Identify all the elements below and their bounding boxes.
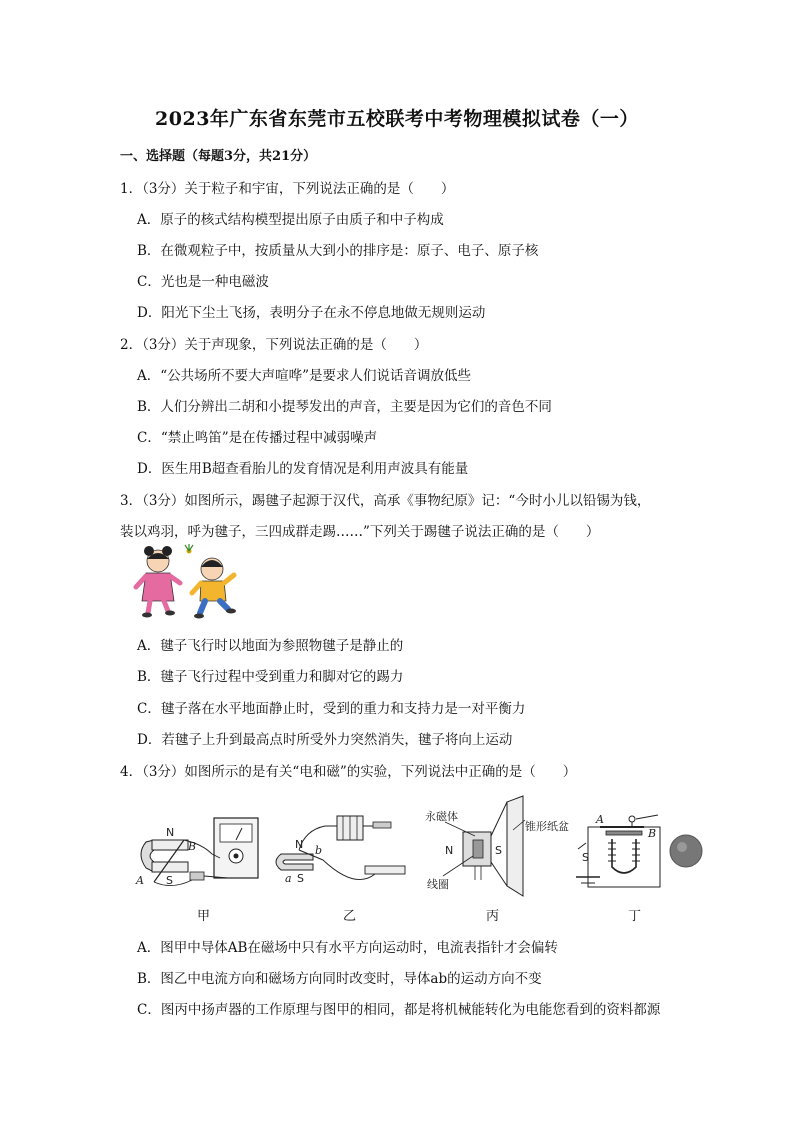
caption-yi: 乙 <box>343 909 357 924</box>
fig-yi-label-s: S <box>297 872 304 885</box>
section-heading: 一、选择题（每题3分，共21分） <box>120 149 317 164</box>
q1-option-c[interactable]: C．光也是一种电磁波 <box>137 274 269 290</box>
q3-option-a[interactable]: A．毽子飞行时以地面为参照物毽子是静止的 <box>137 638 404 654</box>
q2-option-b[interactable]: B．人们分辨出二胡和小提琴发出的声音，主要是因为它们的音色不同 <box>137 399 552 415</box>
q4-stem: 4．（3分）如图所示的是有关“电和磁”的实验，下列说法中正确的是（ ） <box>120 764 577 780</box>
q4-option-b[interactable]: B．图乙中电流方向和磁场方向同时改变时，导体ab的运动方向不变 <box>137 971 542 987</box>
q4-option-a[interactable]: A．图甲中导体AB在磁场中只有水平方向运动时，电流表指针才会偏转 <box>137 940 558 956</box>
fig-jia-label-a: A <box>136 874 144 887</box>
figure-ding-electric-bell <box>572 805 712 902</box>
q2-option-d[interactable]: D．医生用B超查看胎儿的发育情况是利用声波具有能量 <box>137 461 469 477</box>
figure-yi-motor-principle <box>265 810 415 902</box>
figure-bing-loudspeaker <box>425 790 575 902</box>
q1-option-d[interactable]: D．阳光下尘土飞扬，表明分子在永不停息地做无规则运动 <box>137 305 486 321</box>
q4-option-c[interactable]: C．图丙中扬声器的工作原理与图甲的相同，都是将机械能转化为电能您看到的资料都源 <box>137 1002 661 1018</box>
q1-option-a[interactable]: A．原子的核式结构模型提出原子由质子和中子构成 <box>137 212 444 228</box>
fig-bing-label-cone: 锥形纸盆 <box>525 820 569 833</box>
caption-jia: 甲 <box>197 909 211 924</box>
q3-stem-line1: 3．（3分）如图所示，踢毽子起源于汉代，高承《事物纪原》记：“今时小儿以铅锡为钱， <box>120 493 651 509</box>
fig-bing-label-n: N <box>445 844 454 857</box>
fig-jia-label-n: N <box>166 826 175 839</box>
fig-yi-label-a: a <box>285 872 292 885</box>
caption-ding: 丁 <box>628 909 642 924</box>
fig-jia-label-b: B <box>188 840 197 853</box>
fig-bing-label-magnet: 永磁体 <box>425 810 458 823</box>
q2-option-c[interactable]: C．“禁止鸣笛”是在传播过程中减弱噪声 <box>137 430 378 446</box>
q3-option-d[interactable]: D．若毽子上升到最高点时所受外力突然消失，毽子将向上运动 <box>137 732 513 748</box>
q3-stem-line2: 装以鸡羽，呼为毽子，三四成群走踢……”下列关于踢毽子说法正确的是（ ） <box>120 524 600 540</box>
fig-bing-label-s: S <box>495 844 502 857</box>
q1-stem: 1．（3分）关于粒子和宇宙，下列说法正确的是（ ） <box>120 181 455 197</box>
q2-option-a[interactable]: A．“公共场所不要大声喧哗”是要求人们说话音调放低些 <box>137 368 472 384</box>
fig-ding-label-a: A <box>596 813 604 826</box>
fig-jia-label-s: S <box>166 874 173 887</box>
q1-option-b[interactable]: B．在微观粒子中，按质量从大到小的排序是：原子、电子、原子核 <box>137 243 539 259</box>
fig-ding-label-b: B <box>648 827 657 840</box>
q3-option-c[interactable]: C．毽子落在水平地面静止时，受到的重力和支持力是一对平衡力 <box>137 701 526 717</box>
shuttlecock-kids-illustration <box>132 543 244 621</box>
fig-bing-label-coil: 线圈 <box>427 878 449 891</box>
figure-jia-electromagnetic-induction <box>132 810 282 902</box>
fig-yi-label-n: N <box>295 838 304 851</box>
page-title: 2023年广东省东莞市五校联考中考物理模拟试卷（一） <box>155 108 639 130</box>
caption-bing: 丙 <box>486 909 500 924</box>
q3-option-b[interactable]: B．毽子飞行过程中受到重力和脚对它的踢力 <box>137 669 404 685</box>
fig-ding-label-s: S <box>582 851 589 864</box>
fig-yi-label-b: b <box>315 844 323 857</box>
q2-stem: 2．（3分）关于声现象，下列说法正确的是（ ） <box>120 337 428 353</box>
